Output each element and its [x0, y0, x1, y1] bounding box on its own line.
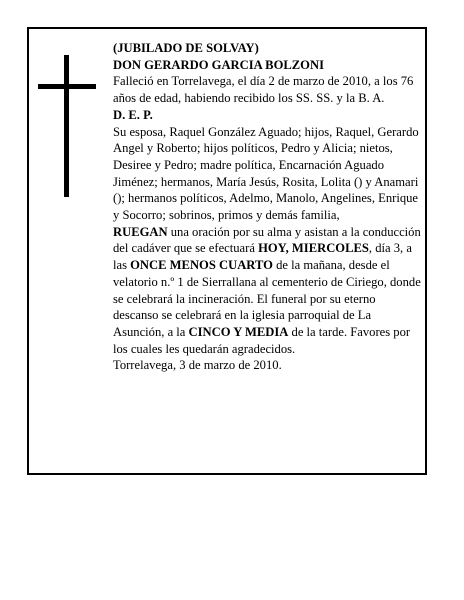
- deceased-name: DON GERARDO GARCIA BOLZONI: [113, 57, 324, 72]
- funeral-request: RUEGAN una oración por su alma y asistan a la conducción del cadáver que se efectuará HOY, MIERCOLES, día 3, a las ONCE MENOS CUARTO de la mañana, desde el velatorio n.º 1 de Sierrallana al cementerio de Ciriego, donde se celebrará la incineración. El funeral por su eterno descanso se celebrará en la iglesia parroquial de La Asunción, a la CINCO Y MEDIA de la tarde. Favores por los cuales les quedarán agradecidos.: [113, 224, 421, 356]
- dep-line: D. E. P.: [113, 107, 153, 122]
- obituary-text: [113, 40, 424, 374]
- cross-horizontal-bar: [38, 84, 96, 89]
- cross-vertical-bar: [64, 55, 69, 197]
- family-list: Su esposa, Raquel González Aguado; hijos, Raquel, Gerardo Angel y Roberto; hijos políticos, Pedro y Alicia; nietos, Desiree y Pedro; madre política, Encarnación Aguado Jiménez; hermanos, María Jesús, Rosita, Lolita () y Anamari (); hermanos políticos, Adelmo, Manolo, Angelines, Enrique y Socorro; sobrinos, primos y demás familia,: [113, 124, 419, 223]
- cross-icon: [38, 55, 98, 197]
- death-statement: Falleció en Torrelavega, el día 2 de marzo de 2010, a los 76 años de edad, habiendo recibido los SS. SS. y la B. A.: [113, 74, 414, 106]
- place-date: Torrelavega, 3 de marzo de 2010.: [113, 358, 282, 373]
- header-line-1: (JUBILADO DE SOLVAY): [113, 41, 259, 55]
